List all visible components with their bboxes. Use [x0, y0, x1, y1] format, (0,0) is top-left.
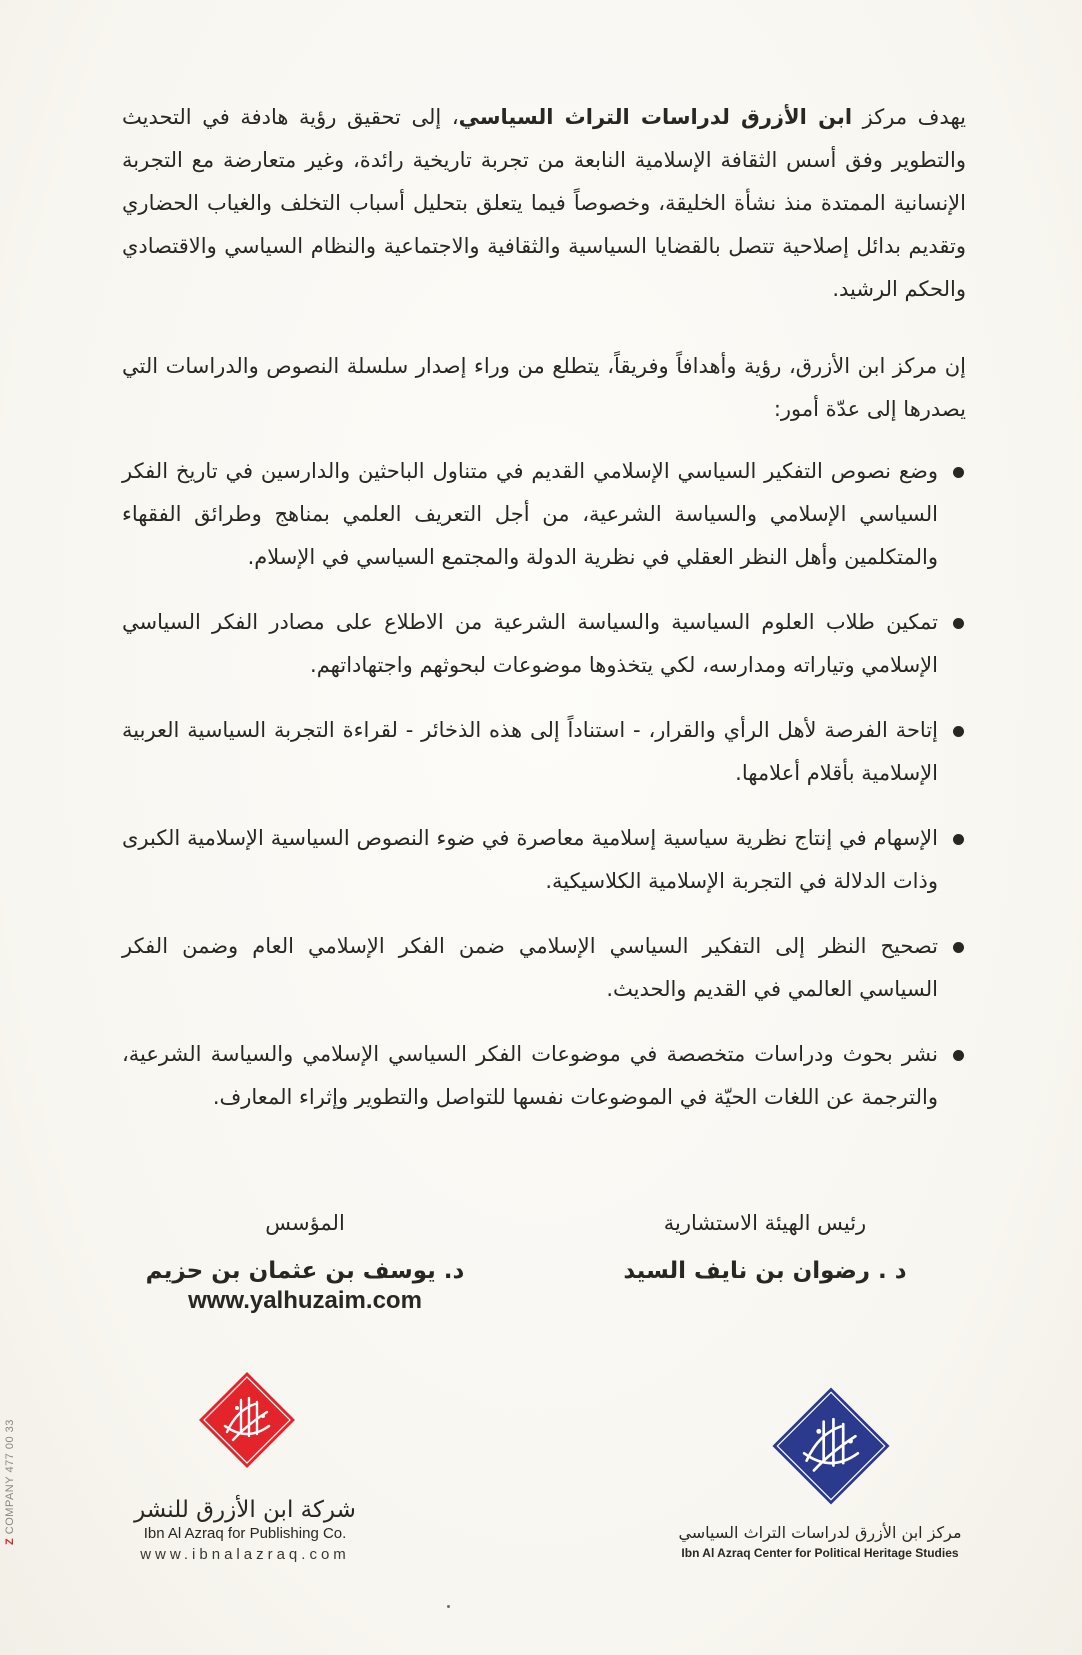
advisory-chair-name: د . رضوان بن نايف السيد [623, 1258, 907, 1284]
publisher-logo-icon [197, 1370, 297, 1470]
intro-body: ، إلى تحقيق رؤية هادفة في التحديث والتطوير وفق أسس الثقافة الإسلامية النابعة من تجربة تاريخية رائدة، وغير متعارضة مع التجربة الإنسانية الممتدة منذ نشأة الخليقة، وخصوصاً فيما يتعلق بتحليل أسباب التخلف والغياب الحضاري وتقديم بدائل إصلاحية تتصل بالقضايا السياسية والثقافية والاجتماعية والنظام السياسي والاقتصادي والحكم الرشيد. [122, 105, 966, 301]
paper-speck [447, 1605, 450, 1608]
goals-intro-paragraph [122, 345, 966, 431]
founder-signature [130, 1208, 480, 1314]
goal-text: تمكين طلاب العلوم السياسية والسياسة الشرعية من الاطلاع على مصادر الفكر السياسي الإسلامي وتياراته ومدارسه، لكي يتخذوها موضوعات لبحوثهم واجتهاداتهم. [122, 610, 938, 677]
goal-item [122, 450, 966, 579]
bullet-icon [953, 834, 964, 845]
center-caption [650, 1523, 990, 1563]
bullet-icon [953, 942, 964, 953]
goals-intro-text: إن مركز ابن الأزرق، رؤية وأهدافاً وفريقاً، يتطلع من وراء إصدار سلسلة النصوص والدراسات التي يصدرها إلى عدّة أمور: [122, 354, 966, 421]
intro-paragraph [122, 96, 966, 311]
founder-name: د. يوسف بن عثمان بن حزيم [145, 1258, 465, 1284]
goal-text: إتاحة الفرصة لأهل الرأي والقرار، - استناداً إلى هذه الذخائر - لقراءة التجربة السياسية العربية الإسلامية بأقلام أعلامها. [122, 718, 938, 785]
advisory-chair-role: رئيس الهيئة الاستشارية [663, 1211, 867, 1235]
goal-item [122, 709, 966, 795]
print-code-text: COMPANY 477 00 33 [4, 1419, 16, 1538]
center-logo-icon [770, 1385, 892, 1507]
bullet-icon [953, 1050, 964, 1061]
print-code [4, 1419, 16, 1545]
center-name-en: Ibn Al Azraq Center for Political Heritage Studies [681, 1546, 959, 1560]
advisory-chair-signature [600, 1208, 930, 1288]
goal-item [122, 925, 966, 1011]
publisher-name-en: Ibn Al Azraq for Publishing Co. [143, 1525, 347, 1542]
center-name-ar: مركز ابن الأزرق لدراسات التراث السياسي [678, 1523, 962, 1542]
print-code-z: Z [4, 1537, 16, 1545]
center-name: ابن الأزرق لدراسات التراث السياسي [458, 105, 853, 129]
goal-text: تصحيح النظر إلى التفكير السياسي الإسلامي ضمن الفكر الإسلامي العام وضمن الفكر السياسي العالمي في القديم والحديث. [122, 934, 938, 1001]
goal-text: الإسهام في إنتاج نظرية سياسية إسلامية معاصرة في ضوء النصوص السياسية الإسلامية الكبرى وذات الدلالة في التجربة الإسلامية الكلاسيكية. [122, 826, 938, 893]
goal-text: نشر بحوث ودراسات متخصصة في موضوعات الفكر السياسي الإسلامي والسياسة الشرعية، والترجمة عن اللغات الحيّة في الموضوعات نفسها للتواصل والتطوير وإثراء المعارف. [122, 1042, 938, 1109]
publisher-caption [110, 1496, 380, 1566]
founder-role: المؤسس [265, 1211, 345, 1235]
goal-item [122, 1033, 966, 1119]
bullet-icon [953, 618, 964, 629]
goal-item [122, 817, 966, 903]
intro-prefix: يهدف مركز [852, 105, 966, 129]
goals-list [122, 450, 966, 1141]
founder-website-link[interactable]: www.yalhuzaim.com [188, 1287, 422, 1314]
publisher-url-link[interactable]: www.ibnalazraq.com [140, 1546, 350, 1563]
bullet-icon [953, 726, 964, 737]
goal-text: وضع نصوص التفكير السياسي الإسلامي القديم في متناول الباحثين والدارسين في تاريخ الفكر السياسي الإسلامي والسياسة الشرعية، من أجل التعريف العلمي بمناهج وطرائق الفقهاء والمتكلمين وأهل النظر العقلي في نظرية الدولة والمجتمع السياسي في الإسلام. [122, 459, 938, 569]
bullet-icon [953, 467, 964, 478]
goal-item [122, 601, 966, 687]
publisher-name-ar: شركة ابن الأزرق للنشر [134, 1497, 356, 1523]
